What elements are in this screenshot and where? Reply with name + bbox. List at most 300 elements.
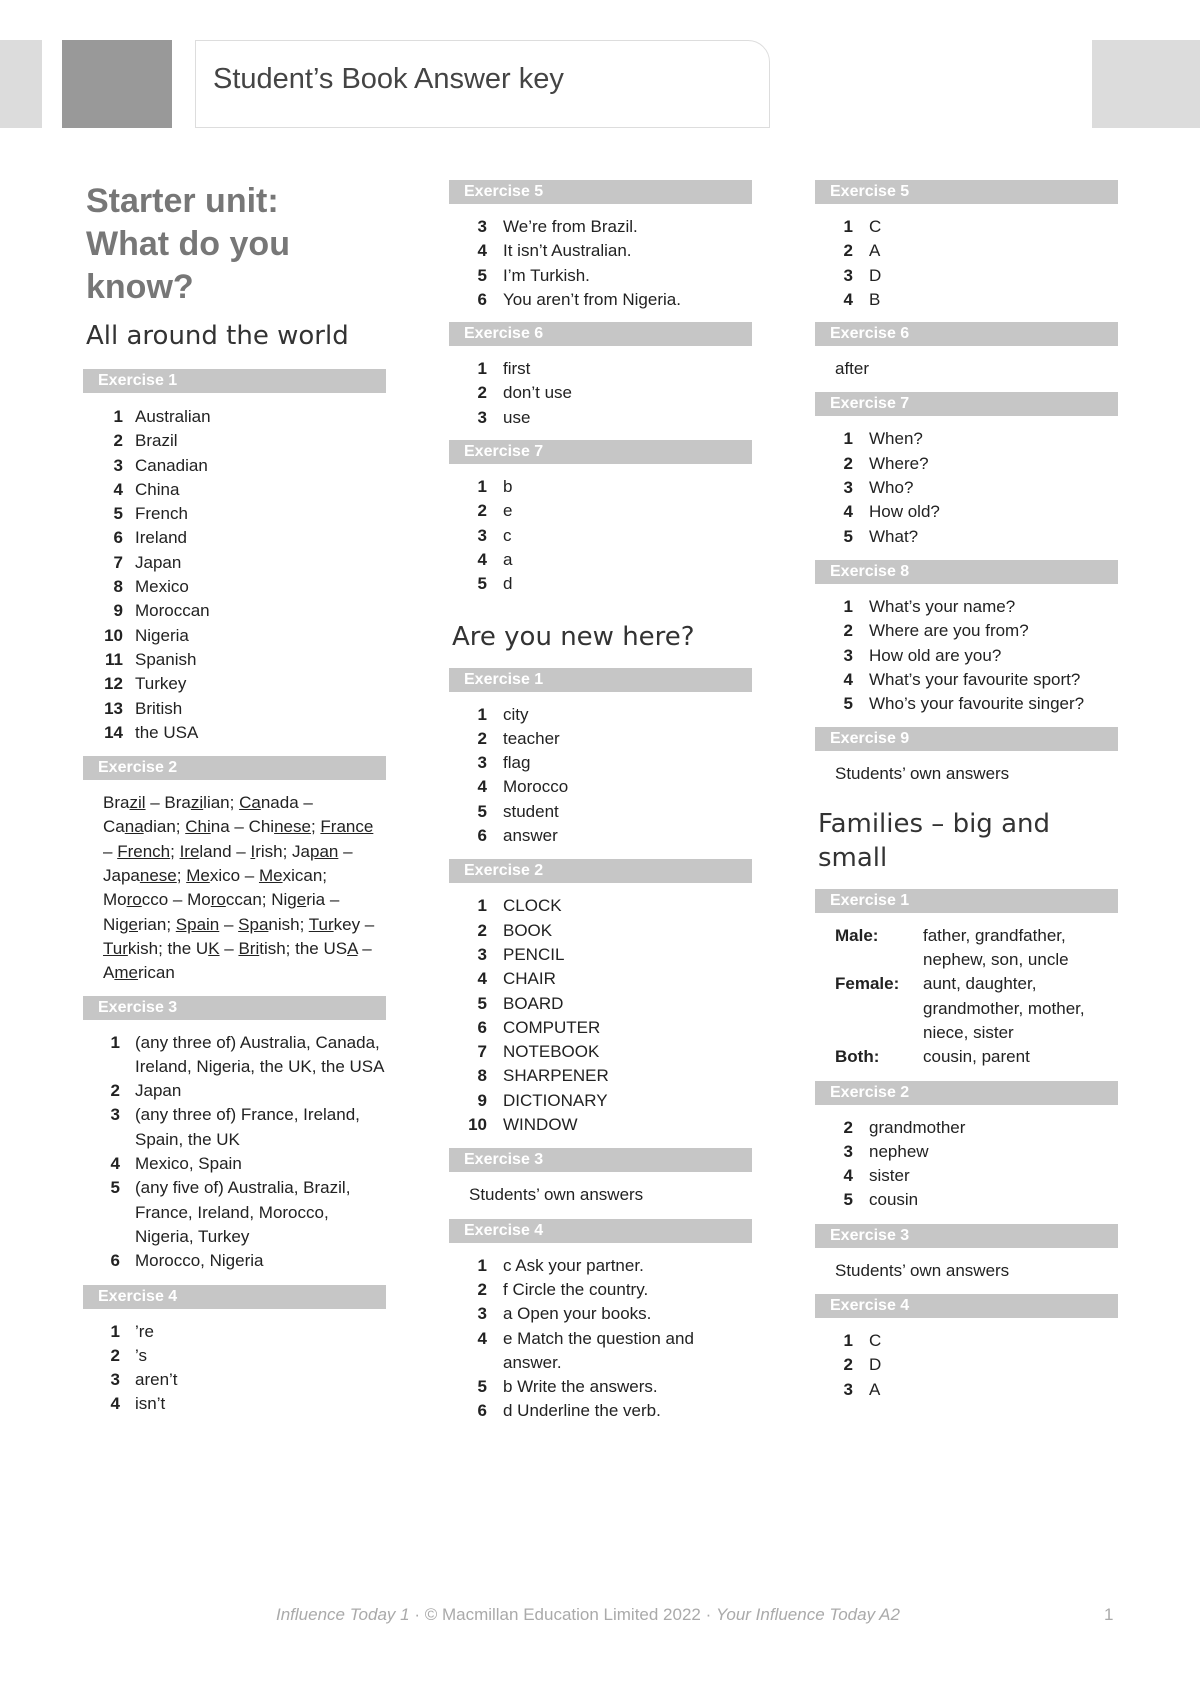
table-row: [815, 1045, 1118, 1069]
stressed-syllable: zil: [129, 793, 146, 813]
item-number: 4: [477, 969, 487, 989]
list-item: [449, 1016, 752, 1040]
stressed-syllable: Spa: [238, 914, 269, 934]
list-item: [815, 525, 1118, 549]
item-text: nephew: [869, 1141, 929, 1161]
text-segment: rian;: [137, 914, 176, 934]
exercise-header: Exercise 4: [83, 1285, 386, 1309]
item-text: CHAIR: [503, 969, 556, 989]
stressed-syllable: K: [208, 938, 220, 958]
item-number: 4: [843, 289, 853, 309]
answer-table: [815, 924, 1118, 1070]
item-text: What’s your name?: [869, 596, 1016, 616]
text-segment: – Japa: [103, 841, 353, 886]
header-right-block: [1092, 40, 1200, 128]
exercise-header: Exercise 7: [449, 440, 752, 464]
list-item: [815, 595, 1118, 619]
item-text: I’m Turkish.: [503, 265, 590, 285]
list-item: [449, 357, 752, 381]
list-item: [815, 1140, 1118, 1164]
item-number: 10: [104, 625, 123, 645]
item-text: a Open your books.: [503, 1304, 652, 1324]
item-number: 2: [477, 501, 487, 521]
item-text: French: [135, 504, 188, 524]
list-item: [815, 1164, 1118, 1188]
item-text: Mexico, Spain: [135, 1154, 242, 1174]
list-item: [83, 721, 386, 745]
item-number: 5: [477, 265, 487, 285]
stressed-syllable: Me: [186, 866, 210, 886]
item-number: 1: [477, 477, 487, 497]
item-number: 4: [110, 1154, 120, 1174]
list-item: [83, 575, 386, 599]
item-number: 3: [477, 753, 487, 773]
item-number: 2: [843, 1117, 853, 1137]
text-segment: key –: [333, 914, 375, 934]
list-item: [449, 264, 752, 288]
item-number: 11: [105, 649, 123, 669]
table-row: [815, 972, 1118, 1045]
text-segment: –: [103, 841, 118, 861]
item-text: (any three of) France, Ireland, Spain, the UK: [135, 1105, 360, 1149]
text-segment: rican: [137, 963, 175, 983]
text-segment: rish; Ja: [255, 841, 310, 861]
list-item: [449, 894, 752, 918]
exercise-header: Exercise 1: [83, 369, 386, 393]
list-item: [83, 478, 386, 502]
list-item: [815, 668, 1118, 692]
list-item: [83, 1320, 386, 1344]
item-number: 5: [843, 1190, 853, 1210]
row-label: Female:: [835, 974, 900, 994]
item-number: 5: [477, 993, 487, 1013]
item-text: f Circle the country.: [503, 1279, 649, 1299]
item-text: isn’t: [135, 1394, 166, 1414]
item-number: 3: [477, 525, 487, 545]
text-segment: ;: [170, 841, 180, 861]
item-text: British: [135, 698, 183, 718]
list-item: [815, 692, 1118, 716]
item-text: When?: [869, 429, 923, 449]
item-number: 3: [110, 1105, 120, 1125]
item-text: Brazil: [135, 431, 178, 451]
item-number: 6: [477, 289, 487, 309]
item-number: 5: [110, 1178, 120, 1198]
list-item: [449, 572, 752, 596]
exercise-header: Exercise 6: [449, 322, 752, 346]
item-number: 3: [477, 944, 487, 964]
answer-list: [815, 427, 1118, 548]
stressed-syllable: pan: [309, 841, 339, 861]
item-text: WINDOW: [503, 1115, 578, 1135]
item-text: COMPUTER: [503, 1017, 601, 1037]
item-text: answer: [503, 826, 558, 846]
list-item: [815, 1378, 1118, 1402]
item-number: 1: [477, 1255, 487, 1275]
exercise-header: Exercise 3: [815, 1224, 1118, 1248]
item-text: We’re from Brazil.: [503, 217, 638, 236]
stressed-syllable: Bri: [238, 938, 260, 958]
list-item: [449, 1254, 752, 1278]
header-left-strip: [0, 40, 42, 128]
answer-list: [83, 1031, 386, 1274]
item-number: 3: [110, 1370, 120, 1390]
item-text: b: [503, 477, 513, 497]
item-text: Japan: [135, 1081, 182, 1101]
item-text: grandmother: [869, 1117, 966, 1137]
list-item: [83, 1249, 386, 1273]
footer-copyright: · © Macmillan Education Limited 2022 ·: [409, 1605, 716, 1624]
item-text: (any five of) Australia, Brazil, France, Ireland, Morocco, Nigeria, Turkey: [135, 1178, 351, 1246]
exercise-header: Exercise 3: [83, 996, 386, 1020]
text-segment: –: [219, 938, 239, 958]
text-segment: tish; the US: [259, 938, 348, 958]
text-segment: –: [219, 914, 239, 934]
exercise-header: Exercise 2: [815, 1081, 1118, 1105]
list-item: [83, 1103, 386, 1152]
exercise-header: Exercise 4: [449, 1219, 752, 1243]
exercise-header: Exercise 2: [83, 756, 386, 780]
item-number: 4: [477, 241, 487, 261]
list-item: [449, 548, 752, 572]
item-number: 7: [477, 1042, 487, 1062]
list-item: [815, 452, 1118, 476]
item-number: 7: [113, 552, 123, 572]
list-item: [83, 1392, 386, 1416]
item-number: 1: [110, 1321, 120, 1341]
list-item: [449, 943, 752, 967]
item-number: 6: [477, 1017, 487, 1037]
unit-title-line: know?: [86, 268, 194, 306]
list-item: [83, 454, 386, 478]
stressed-syllable: me: [114, 963, 138, 983]
list-item: [449, 751, 752, 775]
list-item: [815, 264, 1118, 288]
answer-list: [815, 595, 1118, 716]
item-text: b Write the answers.: [503, 1377, 658, 1397]
item-text: cousin: [869, 1190, 919, 1210]
item-text: You aren’t from Nigeria.: [503, 289, 681, 309]
item-number: 5: [477, 574, 487, 594]
item-text: Canadian: [135, 455, 208, 475]
stressed-syllable: na: [124, 817, 144, 837]
item-number: 2: [477, 920, 487, 940]
answer-list: [449, 1254, 752, 1424]
stressed-syllable: nese: [274, 817, 311, 837]
text-segment: nish;: [268, 914, 309, 934]
list-item: [83, 1152, 386, 1176]
text-segment: – Bra: [145, 793, 191, 813]
list-item: [449, 727, 752, 751]
stressed-syllable: Me: [258, 866, 283, 886]
item-number: 2: [477, 1279, 487, 1299]
item-number: 3: [477, 407, 487, 427]
item-number: 3: [843, 1141, 853, 1161]
table-row: [815, 924, 1118, 973]
list-item: [815, 500, 1118, 524]
list-item: [815, 1188, 1118, 1212]
exercise-header: Exercise 1: [449, 668, 752, 692]
row-label: Male:: [835, 925, 879, 945]
item-text: d Underline the verb.: [503, 1401, 661, 1421]
exercise-header: Exercise 1: [815, 889, 1118, 913]
item-text: CLOCK: [503, 896, 562, 916]
stressed-syllable: ro: [210, 890, 226, 910]
item-number: 4: [843, 669, 853, 689]
stressed-syllable: I: [250, 841, 256, 861]
answer-paragraph: [83, 791, 386, 985]
item-number: 9: [477, 1090, 487, 1110]
stressed-syllable: Spain: [175, 914, 220, 934]
item-number: 1: [110, 1032, 120, 1052]
item-number: 13: [104, 698, 123, 718]
answer-text: after: [835, 359, 870, 379]
item-text: use: [503, 407, 531, 427]
list-item: [449, 1064, 752, 1088]
item-number: 2: [843, 453, 853, 473]
row-value: father, grandfather, nephew, son, uncle: [923, 925, 1069, 970]
text-segment: – A: [103, 938, 372, 983]
exercise-header: Exercise 9: [815, 727, 1118, 751]
list-item: [449, 288, 752, 312]
item-number: 4: [477, 777, 487, 797]
item-number: 12: [104, 674, 123, 694]
answer-text: Students’ own answers: [469, 1185, 644, 1205]
answer-list: [449, 703, 752, 849]
item-number: 5: [113, 504, 123, 524]
item-text: How old are you?: [869, 645, 1002, 665]
list-item: [449, 1113, 752, 1137]
text-segment: na – Chi: [210, 817, 275, 837]
list-item: [449, 1089, 752, 1113]
item-number: 1: [477, 359, 487, 379]
item-text: ’re: [135, 1321, 154, 1341]
list-item: [449, 499, 752, 523]
section-title: Are you new here?: [452, 621, 695, 652]
exercise-header: Exercise 6: [815, 322, 1118, 346]
item-text: NOTEBOOK: [503, 1042, 600, 1062]
list-item: [83, 648, 386, 672]
item-number: 5: [477, 1377, 487, 1397]
item-text: BOOK: [503, 920, 553, 940]
exercise-header: Exercise 3: [449, 1148, 752, 1172]
item-number: 6: [110, 1251, 120, 1271]
list-item: [815, 288, 1118, 312]
answer-list: [449, 894, 752, 1137]
list-item: [449, 703, 752, 727]
header-title-box: [195, 40, 770, 128]
item-text: How old?: [869, 502, 940, 522]
item-text: Australian: [135, 407, 211, 426]
text-segment: dian;: [143, 817, 186, 837]
footer-edition: Your Influence Today A2: [715, 1605, 900, 1624]
list-item: [815, 644, 1118, 668]
stressed-syllable: Tur: [103, 938, 128, 958]
list-item: [449, 967, 752, 991]
list-item: [449, 824, 752, 848]
list-item: [449, 524, 752, 548]
list-item: [83, 624, 386, 648]
list-item: [815, 619, 1118, 643]
list-item: [449, 1399, 752, 1423]
unit-title-line: What do you: [86, 225, 290, 263]
list-item: [449, 1375, 752, 1399]
list-item: [815, 1353, 1118, 1377]
answer-list: [815, 1116, 1118, 1213]
list-item: [815, 239, 1118, 263]
exercise-header: Exercise 4: [815, 1294, 1118, 1318]
list-item: [83, 551, 386, 575]
item-number: 3: [477, 1304, 487, 1324]
list-item: [449, 475, 752, 499]
list-item: [83, 1176, 386, 1249]
item-text: Ireland: [135, 528, 187, 548]
item-number: 1: [843, 429, 853, 449]
item-text: Turkey: [135, 674, 187, 694]
item-text: A: [869, 241, 881, 261]
item-text: e: [503, 501, 513, 521]
item-text: flag: [503, 753, 531, 773]
list-item: [83, 526, 386, 550]
stressed-syllable: Tur: [308, 914, 334, 934]
list-item: [83, 697, 386, 721]
item-number: 3: [843, 478, 853, 498]
item-number: 10: [468, 1115, 487, 1135]
item-number: 2: [477, 383, 487, 403]
item-text: It isn’t Australian.: [503, 241, 632, 261]
row-value: aunt, daughter, grandmother, mother, niece, sister: [923, 974, 1085, 1042]
list-item: [449, 406, 752, 430]
item-text: c: [503, 525, 512, 545]
item-text: What’s your favourite sport?: [869, 669, 1081, 689]
answer-list: [83, 1320, 386, 1417]
item-number: 3: [843, 645, 853, 665]
item-number: 9: [113, 601, 123, 621]
list-item: [449, 215, 752, 239]
item-text: China: [135, 479, 180, 499]
text-segment: nada – Ca: [103, 793, 313, 837]
item-number: 6: [477, 1401, 487, 1421]
item-number: 2: [477, 728, 487, 748]
item-number: 5: [477, 801, 487, 821]
item-number: 4: [110, 1394, 120, 1414]
item-number: 3: [477, 217, 487, 236]
item-text: d: [503, 574, 513, 594]
item-text: BOARD: [503, 993, 564, 1013]
answer-list: [815, 215, 1118, 312]
list-item: [449, 239, 752, 263]
item-number: 4: [477, 1328, 487, 1348]
item-number: 2: [113, 431, 123, 451]
header-dark-block: [62, 40, 172, 128]
item-number: 1: [113, 407, 123, 426]
item-text: Nigeria: [135, 625, 189, 645]
page-title: Student’s Book Answer key: [213, 63, 564, 95]
stressed-syllable: A: [347, 938, 358, 958]
item-number: 3: [843, 265, 853, 285]
item-number: 8: [113, 577, 123, 597]
item-text: student: [503, 801, 559, 821]
stressed-syllable: French: [117, 841, 171, 861]
item-number: 2: [843, 1355, 853, 1375]
item-text: don’t use: [503, 383, 572, 403]
answer-text: Students’ own answers: [835, 764, 1010, 784]
answer-text: Students’ own answers: [835, 1260, 1010, 1280]
footer-book-title: Influence Today 1: [276, 1605, 410, 1624]
exercise-header: Exercise 5: [815, 180, 1118, 204]
list-item: [83, 429, 386, 453]
item-text: Who?: [869, 478, 914, 498]
item-number: 3: [843, 1379, 853, 1399]
item-number: 4: [113, 479, 123, 499]
list-item: [449, 992, 752, 1016]
stressed-syllable: zi: [190, 793, 204, 813]
item-text: Japan: [135, 552, 182, 572]
item-text: a: [503, 549, 513, 569]
list-item: [449, 1302, 752, 1326]
item-number: 8: [477, 1066, 487, 1086]
item-number: 1: [843, 596, 853, 616]
item-text: A: [869, 1379, 881, 1399]
unit-title: [86, 180, 386, 309]
stressed-syllable: Chi: [185, 817, 211, 837]
item-text: Morocco, Nigeria: [135, 1251, 264, 1271]
list-item: [815, 1329, 1118, 1353]
item-text: Where are you from?: [869, 621, 1029, 641]
text-segment: xico –: [209, 866, 259, 886]
list-item: [815, 215, 1118, 239]
stressed-syllable: Ca: [239, 793, 261, 813]
item-text: C: [869, 1331, 882, 1351]
unit-title-line: Starter unit:: [86, 182, 279, 220]
list-item: [83, 1344, 386, 1368]
item-text: Moroccan: [135, 601, 210, 621]
answer-list: [815, 1329, 1118, 1402]
text-segment: xican; Mo: [103, 866, 328, 910]
list-item: [815, 1116, 1118, 1140]
item-number: 4: [843, 502, 853, 522]
list-item: [449, 1327, 752, 1376]
item-text: DICTIONARY: [503, 1090, 608, 1110]
item-number: 2: [110, 1345, 120, 1365]
list-item: [83, 599, 386, 623]
item-text: teacher: [503, 728, 560, 748]
list-item: [83, 1079, 386, 1103]
list-item: [449, 1040, 752, 1064]
item-number: 6: [113, 528, 123, 548]
item-text: D: [869, 265, 882, 285]
text-segment: lian;: [203, 793, 240, 813]
item-number: 4: [843, 1166, 853, 1186]
list-item: [815, 476, 1118, 500]
item-text: city: [503, 704, 529, 724]
item-text: Where?: [869, 453, 929, 473]
text-segment: kish; the U: [127, 938, 209, 958]
item-text: first: [503, 359, 531, 379]
list-item: [83, 1368, 386, 1392]
item-number: 5: [843, 694, 853, 714]
text-segment: ;: [310, 817, 321, 837]
row-label: Both:: [835, 1047, 880, 1067]
item-number: 2: [843, 621, 853, 641]
item-number: 2: [843, 241, 853, 261]
section-title: Families – big and small: [818, 808, 1050, 873]
exercise-header: Exercise 8: [815, 560, 1118, 584]
row-value: cousin, parent: [923, 1047, 1030, 1067]
item-text: Spanish: [135, 649, 197, 669]
item-text: Mexico: [135, 577, 189, 597]
item-text: PENCIL: [503, 944, 565, 964]
